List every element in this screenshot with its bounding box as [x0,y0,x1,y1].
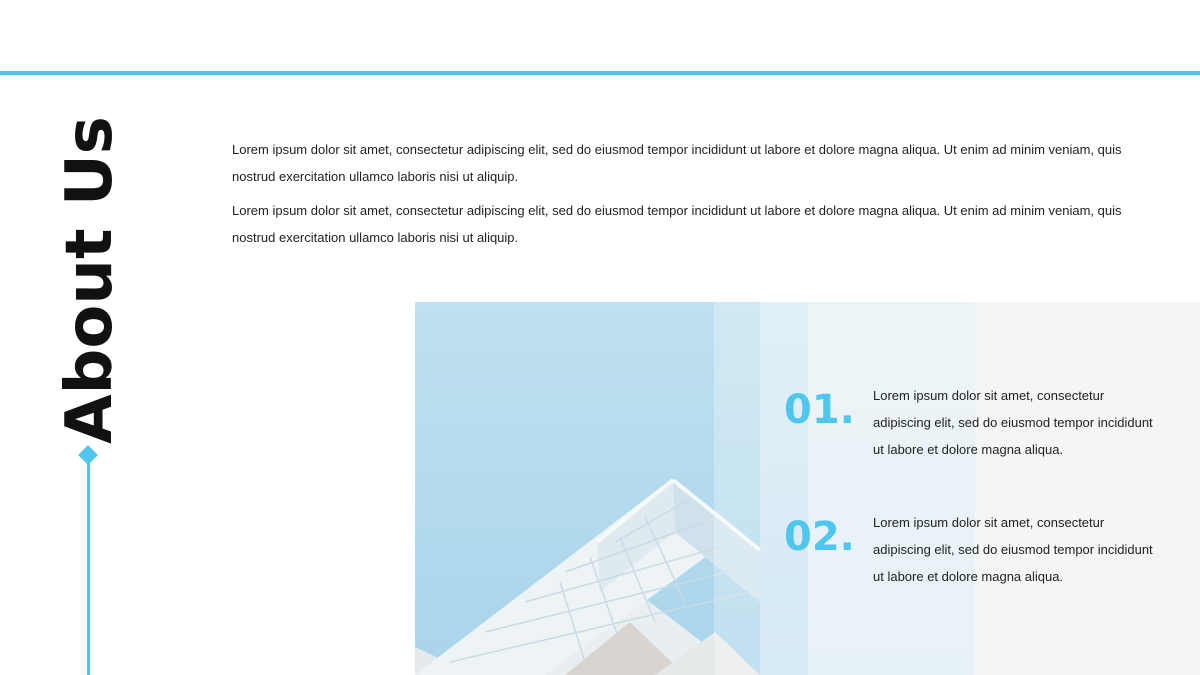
title-container [50,116,130,444]
item-number: 01. [784,387,855,433]
page-title: About Us [53,116,127,444]
intro-paragraph-1: Lorem ipsum dolor sit amet, consectetur adipiscing elit, sed do eiusmod tempor incididunt ut labore et dolore magna aliqua. Ut enim ad minim veniam, quis nostrud exercitation ullamco laboris nisi ut aliquip. [232,142,1122,184]
intro-paragraph-2: Lorem ipsum dolor sit amet, consectetur adipiscing elit, sed do eiusmod tempor incididunt ut labore et dolore magna aliqua. Ut enim ad minim veniam, quis nostrud exercitation ullamco laboris nisi ut aliquip. [232,203,1122,245]
overlay-panel [714,302,1200,675]
item-text: Lorem ipsum dolor sit amet, consectetur adipiscing elit, sed do eiusmod tempor incididunt ut labore et dolore magna aliqua. [873,515,1153,584]
item-number: 02. [784,514,855,560]
top-accent-rule [0,71,1200,75]
timeline-line [87,462,90,675]
intro-text [232,136,1167,258]
item-text: Lorem ipsum dolor sit amet, consectetur adipiscing elit, sed do eiusmod tempor incididunt ut labore et dolore magna aliqua. [873,388,1153,457]
